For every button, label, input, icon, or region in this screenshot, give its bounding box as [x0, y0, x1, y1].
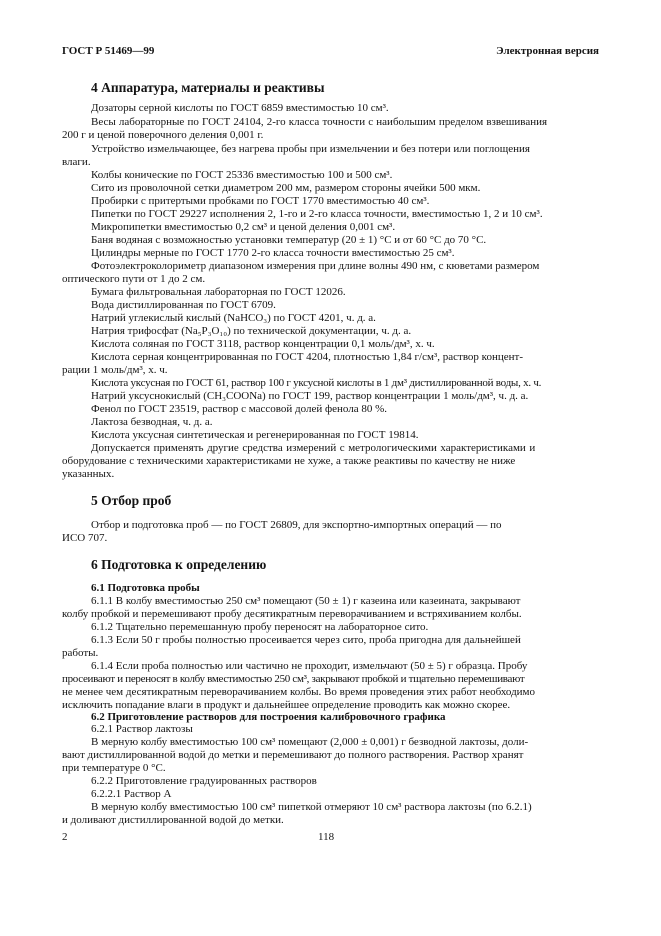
text-line: 6.1.2 Тщательно перемешанную пробу переносят на лабораторное сито.	[91, 621, 429, 633]
page-number: 118	[318, 831, 335, 843]
text-line: и доливают дистиллированной водой до метки.	[62, 814, 284, 826]
text-line: 6.2.1 Раствор лактозы	[91, 723, 193, 735]
section-6-title: 6 Подготовка к определению	[91, 557, 267, 572]
text-line: Натрий углекислый кислый (NaHCO₃) по ГОСТ 4201, ч. д. а.	[91, 312, 376, 324]
text-line: просеивают и переносят в колбу вместимостью 250 см³, закрывают пробкой и тщательно перемешивают	[62, 673, 525, 685]
text-line: Сито из проволочной сетки диаметром 200 мм, размером стороны ячейки 500 мкм.	[91, 182, 481, 194]
text-line: Устройство измельчающее, без нагрева пробы при измельчении и без потери или поглощения	[91, 143, 530, 155]
text-line: Пробирки с притертыми пробками по ГОСТ 1770 вместимостью 40 см³.	[91, 195, 430, 207]
text-line: колбу пробкой и перемешивают пробу десятикратным переворачиванием и встряхиванием колбы.	[62, 608, 522, 620]
text-line: Отбор и подготовка проб — по ГОСТ 26809, для экспортно-импортных операций — по	[91, 519, 502, 531]
text-line: Цилиндры мерные по ГОСТ 1770 2-го класса точности вместимостью 25 см³.	[91, 247, 455, 259]
text-line: Кислота серная концентрированная по ГОСТ 4204, плотностью 1,84 г/см³, раствор концент-	[91, 351, 523, 363]
text-line: Натрий уксуснокислый (CH₃COONa) по ГОСТ 199, раствор концентрации 1 моль/дм³, ч. д. а.	[91, 390, 529, 402]
text-line: Микропипетки вместимостью 0,2 см³ и ценой деления 0,001 см³.	[91, 221, 396, 233]
page-number-local: 2	[62, 831, 68, 843]
text-line: рации 1 моль/дм³, х. ч.	[62, 364, 168, 376]
text-line: В мерную колбу вместимостью 100 см³ пипеткой отмеряют 10 см³ раствора лактозы (по 6.2.1)	[91, 801, 532, 813]
text-line: Лактоза безводная, ч. д. а.	[91, 416, 213, 428]
text-line: оптического пути от 1 до 2 см.	[62, 273, 206, 285]
text-line: Фенол по ГОСТ 23519, раствор с массовой долей фенола 80 %.	[91, 403, 388, 415]
section-4-title: 4 Аппаратура, материалы и реактивы	[91, 80, 325, 95]
text-line: Кислота соляная по ГОСТ 3118, раствор концентрации 0,1 моль/дм³, х. ч.	[91, 338, 435, 350]
text-line: Дозаторы серной кислоты по ГОСТ 6859 вместимостью 10 см³.	[91, 102, 389, 114]
text-line: 6.1.4 Если проба полностью или частично не проходит, измельчают (50 ± 5) г образца. Пробу	[91, 660, 528, 672]
text-line: Кислота уксусная по ГОСТ 61, раствор 100 г уксусной кислоты в 1 дм³ дистиллированной воды, х. ч.	[91, 377, 542, 389]
text-line: указанных.	[62, 468, 115, 480]
text-line: Баня водяная с возможностью установки температур (20 ± 1) °С и от 60 °С до 70 °С.	[91, 234, 487, 246]
text-line: Натрия трифосфат (Na₅P₃O₁₀) по технической документации, ч. д. а.	[91, 325, 412, 337]
text-line: Весы лабораторные по ГОСТ 24104, 2-го класса точности с наибольшим пределом взвешивания	[91, 116, 548, 128]
text-line: 6.2.2 Приготовление градуированных растворов	[91, 775, 317, 787]
standard-number: ГОСТ Р 51469—99	[62, 45, 155, 57]
text-line: В мерную колбу вместимостью 100 см³ помещают (2,000 ± 0,001) г безводной лактозы, доли-	[91, 736, 529, 748]
text-line: работы.	[62, 647, 99, 659]
text-line: не менее чем десятикратным переворачиванием колбы. Во время проведения этих работ необходимо	[62, 686, 536, 698]
text-line: Колбы конические по ГОСТ 25336 вместимостью 100 и 500 см³.	[91, 169, 393, 181]
text-line: 6.1.1 В колбу вместимостью 250 см³ помещают (50 ± 1) г казеина или казеината, закрывают	[91, 595, 521, 607]
text-line: Фотоэлектроколориметр диапазоном измерения при длине волны 490 нм, с кюветами размером	[91, 260, 540, 272]
text-line: Вода дистиллированная по ГОСТ 6709.	[91, 299, 276, 311]
text-line: Кислота уксусная синтетическая и регенерированная по ГОСТ 19814.	[91, 429, 419, 441]
text-line: оборудование с техническими характеристиками не хуже, а также реактивы по качеству не ниже	[62, 455, 516, 467]
text-line: при температуре 0 °С.	[62, 762, 166, 774]
subsection-title: 6.2 Приготовление растворов для построения калибровочного графика	[91, 711, 446, 723]
text-line: Допускается применять другие средства измерений с метрологическими характеристиками и	[91, 442, 536, 454]
text-line: влаги.	[62, 156, 91, 168]
subsection-title: 6.1 Подготовка пробы	[91, 582, 200, 594]
text-line: Пипетки по ГОСТ 29227 исполнения 2, 1-го и 2-го класса точности, вместимостью 1, 2 и 10 см³.	[91, 208, 543, 220]
text-line: исключить попадание влаги в продукт и дальнейшее определение проводить как можно скорее.	[62, 699, 511, 711]
text-line: 6.1.3 Если 50 г пробы полностью просеивается через сито, проба пригодна для дальнейшей	[91, 634, 521, 646]
section-5-title: 5 Отбор проб	[91, 493, 172, 508]
text-line: 6.2.2.1 Раствор А	[91, 788, 172, 800]
text-line: 200 г и ценой поверочного деления 0,001 г.	[62, 129, 264, 141]
text-line: Бумага фильтровальная лабораторная по ГОСТ 12026.	[91, 286, 346, 298]
text-line: ИСО 707.	[62, 532, 108, 544]
text-line: вают дистиллированной водой до метки и перемешивают до полного растворения. Раствор хранят	[62, 749, 524, 761]
edition-label: Электронная версия	[496, 45, 599, 57]
